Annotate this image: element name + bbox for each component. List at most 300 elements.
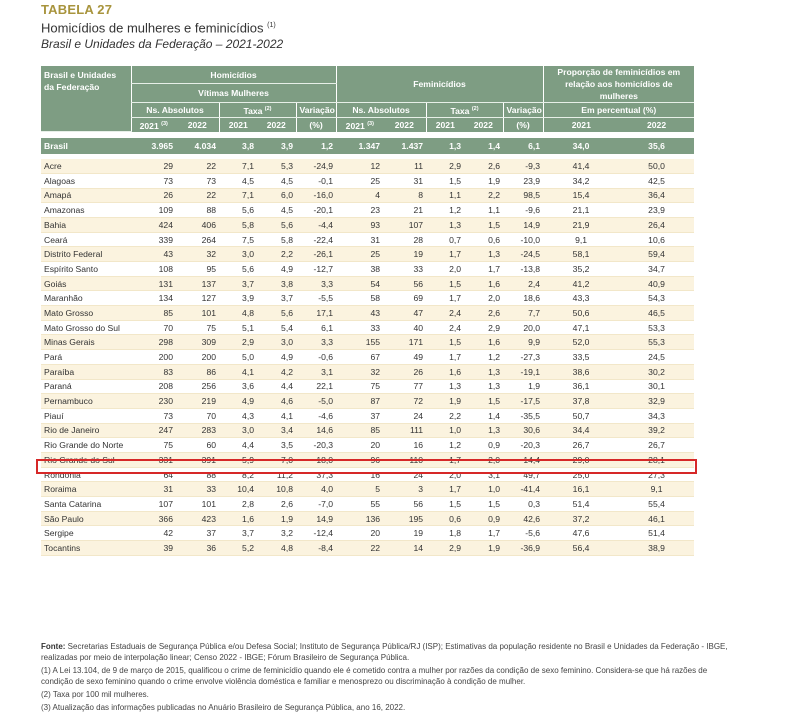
value-cell: 2,6	[464, 159, 503, 173]
value-cell: 1,3	[426, 217, 464, 232]
value-cell: 14,9	[296, 511, 336, 526]
value-cell: 1,5	[426, 173, 464, 188]
value-cell: 50,6	[543, 306, 619, 321]
value-cell: 49	[383, 350, 426, 365]
value-cell: 54	[336, 276, 383, 291]
value-cell: 3,7	[219, 526, 257, 541]
value-cell: 22	[336, 541, 383, 556]
value-cell: 1,1	[464, 203, 503, 218]
value-cell: 1,7	[426, 247, 464, 262]
value-cell: 10,6	[619, 232, 694, 247]
value-cell: 1,0	[426, 423, 464, 438]
value-cell: 16	[383, 438, 426, 453]
value-cell: 230	[131, 394, 176, 409]
value-cell: 1,5	[464, 217, 503, 232]
value-cell: 1,7	[464, 526, 503, 541]
value-cell: 107	[383, 217, 426, 232]
prop-2021-header: 2021	[543, 117, 619, 131]
prop-2022-header: 2022	[619, 117, 694, 131]
value-cell: 26	[383, 364, 426, 379]
value-cell: 32,9	[619, 394, 694, 409]
value-cell: 47,1	[543, 320, 619, 335]
value-cell: 7,0	[257, 452, 296, 467]
value-cell: 38	[336, 262, 383, 277]
uf-name-cell: Alagoas	[41, 173, 131, 188]
uf-name-cell: Acre	[41, 159, 131, 173]
value-cell: 28,1	[619, 452, 694, 467]
value-cell: 131	[131, 276, 176, 291]
value-cell: -5,5	[296, 291, 336, 306]
value-cell: 86	[176, 364, 219, 379]
value-cell: 9,1	[619, 482, 694, 497]
value-cell: 0,6	[464, 232, 503, 247]
value-cell: 55,4	[619, 497, 694, 512]
value-cell: 7,1	[219, 188, 257, 203]
value-cell: 4,9	[219, 394, 257, 409]
value-cell: 93	[336, 217, 383, 232]
table-row	[41, 394, 694, 409]
value-cell: 171	[383, 335, 426, 350]
value-cell: 5,3	[257, 159, 296, 173]
value-cell: 136	[336, 511, 383, 526]
value-cell: 95	[176, 262, 219, 277]
value-cell: 137	[176, 276, 219, 291]
uf-name-cell: Rio Grande do Sul	[41, 452, 131, 467]
value-cell: 1,8	[426, 526, 464, 541]
value-cell: 3,3	[296, 335, 336, 350]
uf-name-cell: Brasil	[41, 138, 131, 154]
source-text: Secretarias Estaduais de Segurança Pública e/ou Defesa Social; Instituto de Segurança Pública/RJ (ISP); Estimativas da população residente no Brasil e Unidades da Federação - IBGE, realizadas por meio de interpolação linear; Censo 2022 - IBGE; Fórum Brasileiro de Segurança Pública.	[41, 642, 728, 662]
footnote-1: (1) A Lei 13.104, de 9 de março de 2015, qualificou o crime de feminicídio quando ele é cometido contra a mulher por razões da condição de sexo feminino. Considera-se que há razões de condição de sexo feminino quando o crime envolve violência doméstica e familiar e menosprezo ou discriminação à condição de mulher.	[41, 666, 708, 686]
value-cell: 40	[383, 320, 426, 335]
value-cell: -24,5	[503, 247, 543, 262]
value-cell: 85	[131, 306, 176, 321]
value-cell: 7,1	[219, 159, 257, 173]
value-cell: 2,9	[219, 335, 257, 350]
value-cell: 50,7	[543, 408, 619, 423]
value-cell: 1,7	[464, 262, 503, 277]
value-cell: 43,3	[543, 291, 619, 306]
value-cell: 283	[176, 423, 219, 438]
value-cell: 247	[131, 423, 176, 438]
value-cell: -20,1	[296, 203, 336, 218]
value-cell: 21,9	[543, 217, 619, 232]
value-cell: 9,9	[503, 335, 543, 350]
value-cell: 54,3	[619, 291, 694, 306]
value-cell: 31	[383, 173, 426, 188]
value-cell: 26	[131, 188, 176, 203]
value-cell: 37	[176, 526, 219, 541]
table-row	[41, 482, 694, 497]
value-cell: 34,7	[619, 262, 694, 277]
value-cell: 6,1	[296, 320, 336, 335]
value-cell: 1,4	[464, 408, 503, 423]
table-row	[41, 364, 694, 379]
value-cell: 6,1	[503, 138, 543, 154]
value-cell: 73	[131, 173, 176, 188]
value-cell: 1,7	[426, 482, 464, 497]
value-cell: -22,4	[296, 232, 336, 247]
value-cell: 73	[131, 408, 176, 423]
value-cell: 1,3	[464, 364, 503, 379]
value-cell: 51,4	[543, 497, 619, 512]
value-cell: 3,9	[257, 138, 296, 154]
value-cell: 1.347	[336, 138, 383, 154]
feminicidios-header: Feminicídios	[336, 66, 543, 103]
value-cell: 16	[336, 467, 383, 482]
value-cell: 5,6	[257, 217, 296, 232]
value-cell: 1,3	[426, 138, 464, 154]
value-cell: 366	[131, 511, 176, 526]
value-cell: 42,5	[619, 173, 694, 188]
uf-name-cell: Roraima	[41, 482, 131, 497]
value-cell: -10,0	[503, 232, 543, 247]
value-cell: 46,1	[619, 511, 694, 526]
value-cell: 200	[131, 350, 176, 365]
value-cell: -12,7	[296, 262, 336, 277]
homicide-table	[41, 66, 694, 556]
value-cell: -7,0	[296, 497, 336, 512]
value-cell: 55	[336, 497, 383, 512]
value-cell: 70	[131, 320, 176, 335]
value-cell: 1,7	[426, 350, 464, 365]
value-cell: -20,3	[503, 438, 543, 453]
value-cell: 25	[336, 173, 383, 188]
hom-taxa-2021-header: 2021	[219, 117, 257, 131]
value-cell: 37,2	[543, 511, 619, 526]
value-cell: -5,0	[296, 394, 336, 409]
source-label: Fonte:	[41, 642, 66, 651]
uf-name-cell: Santa Catarina	[41, 497, 131, 512]
value-cell: 58	[336, 291, 383, 306]
value-cell: 16,1	[543, 482, 619, 497]
uf-name-cell: Piauí	[41, 408, 131, 423]
value-cell: 5,0	[219, 350, 257, 365]
value-cell: -0,6	[296, 350, 336, 365]
table-row	[41, 217, 694, 232]
value-cell: 23,9	[503, 173, 543, 188]
hom-taxa-header	[219, 103, 296, 118]
uf-name-cell: São Paulo	[41, 511, 131, 526]
vitimas-header: Vítimas Mulheres	[131, 84, 336, 103]
value-cell: 37,3	[296, 467, 336, 482]
value-cell: 111	[383, 423, 426, 438]
value-cell: 2,0	[464, 291, 503, 306]
value-cell: -4,6	[296, 408, 336, 423]
table-row	[41, 173, 694, 188]
uf-name-cell: Mato Grosso	[41, 306, 131, 321]
value-cell: 96	[336, 452, 383, 467]
table-row	[41, 526, 694, 541]
value-cell: 5,1	[219, 320, 257, 335]
table-row	[41, 350, 694, 365]
hom-taxa-2022-header: 2022	[257, 117, 296, 131]
value-cell: 98,5	[503, 188, 543, 203]
value-cell: 21,1	[543, 203, 619, 218]
value-cell: 12	[336, 159, 383, 173]
value-cell: 2,8	[219, 497, 257, 512]
table-row	[41, 423, 694, 438]
value-cell: 4,5	[219, 173, 257, 188]
value-cell: 195	[383, 511, 426, 526]
value-cell: 33	[336, 320, 383, 335]
value-cell: -41,4	[503, 482, 543, 497]
uf-name-cell: Maranhão	[41, 291, 131, 306]
uf-name-cell: Distrito Federal	[41, 247, 131, 262]
value-cell: 18,6	[503, 291, 543, 306]
value-cell: 87	[336, 394, 383, 409]
value-cell: 42	[131, 526, 176, 541]
value-cell: 298	[131, 335, 176, 350]
value-cell: 1,5	[426, 497, 464, 512]
value-cell: 70	[176, 408, 219, 423]
value-cell: 1,7	[426, 452, 464, 467]
value-cell: 20,0	[503, 320, 543, 335]
value-cell: 37	[336, 408, 383, 423]
value-cell: 424	[131, 217, 176, 232]
value-cell: -20,3	[296, 438, 336, 453]
value-cell: -9,6	[503, 203, 543, 218]
value-cell: 29,0	[543, 452, 619, 467]
value-cell: 47	[383, 306, 426, 321]
value-cell: 4	[336, 188, 383, 203]
value-cell: 2,0	[464, 452, 503, 467]
uf-name-cell: Rio Grande do Norte	[41, 438, 131, 453]
value-cell: 3,6	[219, 379, 257, 394]
value-cell: 4,6	[257, 394, 296, 409]
value-cell: 0,3	[503, 497, 543, 512]
proporcao-header: Proporção de feminicídios em relação aos homicídios de mulheres	[543, 66, 694, 103]
footnote-2: (2) Taxa por 100 mil mulheres.	[41, 690, 149, 699]
value-cell: 1,4	[464, 138, 503, 154]
hom-2021-label: 2021	[139, 120, 159, 131]
table-title-text: Homicídios de mulheres e feminicídios	[41, 20, 264, 36]
value-cell: -16,0	[296, 188, 336, 203]
hom-2021-header	[131, 117, 176, 131]
value-cell: 3,2	[257, 526, 296, 541]
value-cell: 3,3	[296, 276, 336, 291]
value-cell: 23,9	[619, 203, 694, 218]
fem-2022-header: 2022	[383, 117, 426, 131]
value-cell: 20	[336, 526, 383, 541]
value-cell: 5,9	[219, 452, 257, 467]
value-cell: 11,2	[257, 467, 296, 482]
value-cell: 4,3	[219, 408, 257, 423]
value-cell: -27,3	[503, 350, 543, 365]
table-row	[41, 306, 694, 321]
value-cell: 3,8	[219, 138, 257, 154]
homicidios-header: Homicídios	[131, 66, 336, 84]
value-cell: -5,6	[503, 526, 543, 541]
value-cell: 35,2	[543, 262, 619, 277]
title-footnote-mark: (1)	[267, 22, 276, 29]
fem-taxa-2021-header: 2021	[426, 117, 464, 131]
uf-name-cell: Amapá	[41, 188, 131, 203]
value-cell: 36,4	[619, 188, 694, 203]
value-cell: 36,1	[543, 379, 619, 394]
value-cell: 101	[176, 306, 219, 321]
value-cell: 1.437	[383, 138, 426, 154]
value-cell: 29	[131, 159, 176, 173]
value-cell: -4,4	[296, 217, 336, 232]
value-cell: 4,4	[219, 438, 257, 453]
value-cell: 7,5	[219, 232, 257, 247]
value-cell: 52,0	[543, 335, 619, 350]
value-cell: 25	[336, 247, 383, 262]
value-cell: 8	[383, 188, 426, 203]
value-cell: 30,2	[619, 364, 694, 379]
value-cell: 40,9	[619, 276, 694, 291]
value-cell: 83	[131, 364, 176, 379]
table-label: TABELA 27	[41, 2, 113, 17]
fem-2021-label: 2021	[345, 120, 365, 131]
hom-variacao-header: Variação	[296, 103, 336, 118]
value-cell: 2,6	[464, 306, 503, 321]
value-cell: 3,7	[257, 291, 296, 306]
value-cell: 64	[131, 467, 176, 482]
value-cell: 73	[176, 173, 219, 188]
uf-name-cell: Mato Grosso do Sul	[41, 320, 131, 335]
table-row	[41, 247, 694, 262]
value-cell: 21	[383, 203, 426, 218]
value-cell: 3,1	[464, 467, 503, 482]
hom-taxa-note: (2)	[264, 106, 272, 112]
value-cell: 32	[176, 247, 219, 262]
hom-variacao-pct-header: (%)	[296, 117, 336, 131]
table-row	[41, 408, 694, 423]
value-cell: 309	[176, 335, 219, 350]
value-cell: 35,6	[619, 138, 694, 154]
fem-2021-note: (3)	[367, 120, 374, 127]
brasil-total-row	[41, 138, 694, 154]
value-cell: 108	[131, 262, 176, 277]
value-cell: 4,5	[257, 173, 296, 188]
fem-2021-header	[336, 117, 383, 131]
value-cell: 18,0	[296, 452, 336, 467]
value-cell: 24	[383, 467, 426, 482]
uf-name-cell: Paraná	[41, 379, 131, 394]
table-row	[41, 467, 694, 482]
title-block	[41, 2, 283, 52]
value-cell: 19	[383, 526, 426, 541]
value-cell: 33	[176, 482, 219, 497]
uf-name-cell: Tocantins	[41, 541, 131, 556]
uf-name-cell: Minas Gerais	[41, 335, 131, 350]
value-cell: 5,4	[257, 320, 296, 335]
value-cell: 39	[131, 541, 176, 556]
value-cell: -19,1	[503, 364, 543, 379]
hom-taxa-label: Taxa	[243, 105, 263, 116]
value-cell: 30,1	[619, 379, 694, 394]
value-cell: 26,7	[619, 438, 694, 453]
value-cell: 4,9	[257, 262, 296, 277]
value-cell: 72	[383, 394, 426, 409]
value-cell: 28	[383, 232, 426, 247]
value-cell: 1,6	[464, 335, 503, 350]
value-cell: 3,0	[257, 335, 296, 350]
value-cell: 1,2	[426, 438, 464, 453]
value-cell: 88	[176, 467, 219, 482]
value-cell: 41,2	[543, 276, 619, 291]
value-cell: 24	[383, 408, 426, 423]
value-cell: -8,4	[296, 541, 336, 556]
value-cell: 41,4	[543, 159, 619, 173]
table-row	[41, 511, 694, 526]
uf-name-cell: Pernambuco	[41, 394, 131, 409]
table-row	[41, 452, 694, 467]
uf-name-cell: Bahia	[41, 217, 131, 232]
value-cell: 127	[176, 291, 219, 306]
value-cell: -12,4	[296, 526, 336, 541]
value-cell: 69	[383, 291, 426, 306]
value-cell: 8,2	[219, 467, 257, 482]
value-cell: 2,9	[464, 320, 503, 335]
value-cell: 85	[336, 423, 383, 438]
value-cell: 58,1	[543, 247, 619, 262]
value-cell: 3.965	[131, 138, 176, 154]
value-cell: 1,2	[464, 350, 503, 365]
value-cell: 2,6	[257, 497, 296, 512]
source-note	[41, 641, 731, 663]
fem-taxa-2022-header: 2022	[464, 117, 503, 131]
value-cell: 1,3	[426, 379, 464, 394]
em-percentual-header: Em percentual (%)	[543, 103, 694, 118]
value-cell: 5,6	[257, 306, 296, 321]
value-cell: -26,1	[296, 247, 336, 262]
value-cell: 75	[336, 379, 383, 394]
value-cell: 14,4	[503, 452, 543, 467]
fem-ns-absolutos-header: Ns. Absolutos	[336, 103, 426, 118]
value-cell: 2,4	[503, 276, 543, 291]
value-cell: 56	[383, 497, 426, 512]
value-cell: 331	[131, 452, 176, 467]
value-cell: 34,3	[619, 408, 694, 423]
value-cell: 15,4	[543, 188, 619, 203]
value-cell: 30,6	[503, 423, 543, 438]
value-cell: 38,9	[619, 541, 694, 556]
value-cell: 2,9	[426, 159, 464, 173]
value-cell: 1,6	[464, 276, 503, 291]
uf-name-cell: Amazonas	[41, 203, 131, 218]
value-cell: 4,2	[257, 364, 296, 379]
value-cell: 406	[176, 217, 219, 232]
value-cell: 1,2	[426, 203, 464, 218]
value-cell: 219	[176, 394, 219, 409]
value-cell: 56,4	[543, 541, 619, 556]
value-cell: 14,6	[296, 423, 336, 438]
value-cell: 423	[176, 511, 219, 526]
footnote-3: (3) Atualização das informações publicadas no Anuário Brasileiro de Segurança Pública, ano 16, 2022.	[41, 703, 406, 712]
table-subtitle: Brasil e Unidades da Federação – 2021-2022	[41, 37, 284, 52]
value-cell: 4,8	[257, 541, 296, 556]
value-cell: -0,1	[296, 173, 336, 188]
value-cell: 17,1	[296, 306, 336, 321]
value-cell: 34,4	[543, 423, 619, 438]
value-cell: 6,0	[257, 188, 296, 203]
value-cell: 39,2	[619, 423, 694, 438]
value-cell: 10,8	[257, 482, 296, 497]
value-cell: 5,6	[219, 203, 257, 218]
value-cell: 110	[383, 452, 426, 467]
value-cell: 1,3	[464, 379, 503, 394]
table-row	[41, 188, 694, 203]
fem-variacao-header: Variação	[503, 103, 543, 118]
value-cell: 2,9	[426, 541, 464, 556]
value-cell: 25,0	[543, 467, 619, 482]
value-cell: 77	[383, 379, 426, 394]
value-cell: 4,9	[257, 350, 296, 365]
value-cell: -13,8	[503, 262, 543, 277]
